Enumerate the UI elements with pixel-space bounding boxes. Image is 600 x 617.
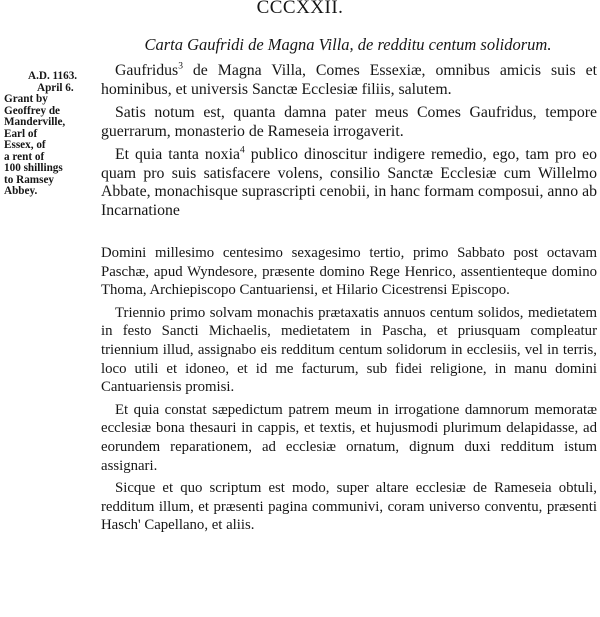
margin-note-line: Essex, of [4, 139, 46, 151]
paragraph-offering [101, 479, 597, 535]
paragraph-text: Sicque et quo scriptum est modo, super altare ecclesiæ de Rameseia obtuli, redditum illum, et præsenti pagina communivi, coram universo conventu, præsenti Hasch' Capellano, et aliis. [101, 480, 597, 534]
paragraph-text: Domini millesimo centesimo sexagesimo tertio, primo Sabbato post octavam Paschæ, apud Wyndesore, præsente domino Rege Henrico, assentienteque domino Thoma, Archiepiscopo Cantuariensi, et Hilario Cicestrensi Episcopo. [101, 245, 597, 299]
charter-title: Carta Gaufridi de Magna Villa, de redditu centum solidorum. [144, 35, 552, 54]
paragraph-text: publico dinoscitur indigere remedio, ego, tam pro eo quam pro suis satisfacere volens, consilio Sanctæ Ecclesiæ cum Willelmo Abbate, monachisque suprascripti cenobii, in hanc formam composui, anno ab Incarnatione [101, 145, 597, 220]
margin-note-line: A.D. 1163. [28, 70, 78, 82]
margin-note-line: Abbey. [4, 185, 38, 197]
charter-body-lower [101, 244, 597, 539]
charter-body-upper [101, 62, 597, 225]
paragraph-text: Et quia tanta noxia [115, 145, 240, 163]
paragraph-text: Gaufridus [115, 62, 179, 79]
margin-note-line: Manderville, [4, 116, 66, 128]
margin-note-line: Grant by [4, 93, 48, 105]
footnote-marker: 4 [239, 145, 245, 156]
paragraph-payment [101, 304, 597, 397]
margin-note [4, 71, 90, 198]
paragraph-text: Satis notum est, quanta damna pater meus Comes Gaufridus, tempore guerrarum, monasterio de Rameseia irrogaverit. [101, 103, 597, 140]
margin-note-line: to Ramsey [4, 173, 55, 186]
paragraph-text: de Magna Villa, Comes Essexiæ, omnibus amicis suis et hominibus, et universis Sanctæ Ecclesiæ filiis, salutem. [101, 62, 597, 98]
paragraph-salutation [101, 62, 597, 100]
paragraph-composition-continued [101, 244, 597, 300]
margin-note-line: April 6. [37, 81, 74, 94]
margin-note-line: Earl of [4, 127, 38, 140]
margin-note-line: Geoffrey de [4, 104, 61, 117]
page-gap [101, 234, 597, 242]
charter-number: CCCXXII. [256, 0, 344, 18]
paragraph-damages [101, 104, 597, 142]
paragraph-text: Et quia constat sæpedictum patrem meum in irrogatione damnorum memoratæ ecclesiæ bona thesauri in cappis, et textis, et hujusmodi plurimum delapidasse, ad eorundem reparationem, ad ecclesiæ ornatum, dignum duxi redditum istum assignari. [101, 401, 597, 474]
paragraph-reparation [101, 401, 597, 475]
margin-note-line: a rent of [4, 150, 45, 163]
paragraph-composition [101, 146, 597, 222]
margin-note-line: 100 shillings [4, 162, 63, 174]
footnote-marker: 3 [178, 61, 183, 72]
paragraph-text: Triennio primo solvam monachis prætaxatis annuos centum solidos, medietatem in festo Sancti Michaelis, medietatem in Pascha, et priusquam compleatur triennium illud, assignabo eis redditum centum solidorum in ecclesiis, vel in terris, loco utili et idoneo, et id me facturum, sub fidei religione, in manu domini Cantuariensis promisi. [101, 304, 597, 396]
